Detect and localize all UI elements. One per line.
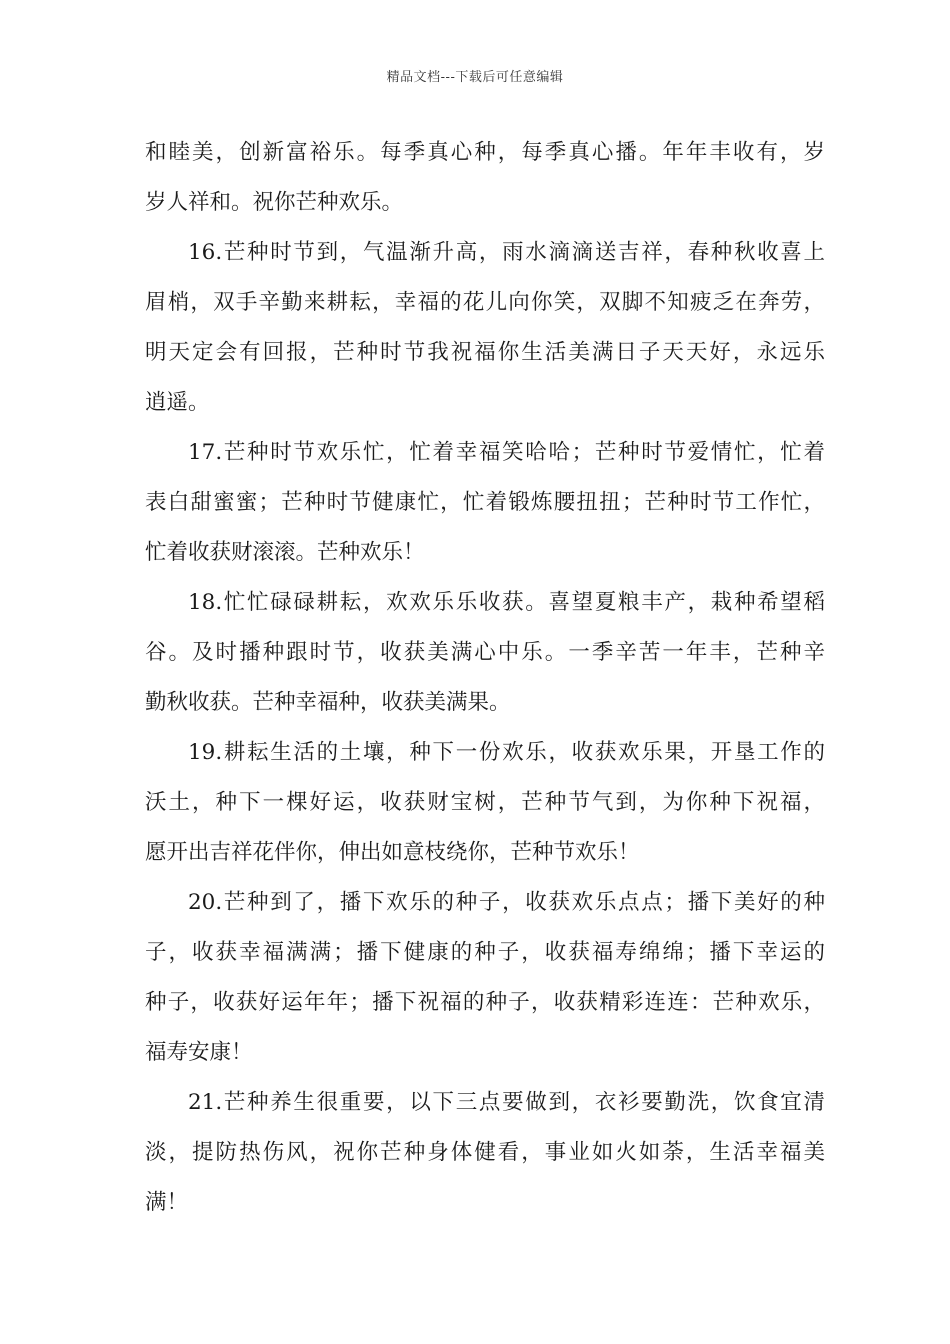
text-line: 20.芒种到了，播下欢乐的种子，收获欢乐点点；播下美好的种 [188, 890, 825, 915]
paragraph [145, 578, 825, 728]
text-line: 谷。及时播种跟时节，收获美满心中乐。一季辛苦一年丰，芒种辛 [145, 640, 825, 665]
text-line: 眉梢，双手辛勤来耕耘，幸福的花儿向你笑，双脚不知疲乏在奔劳， [145, 290, 825, 315]
text-line: 勤秋收获。芒种幸福种，收获美满果。 [145, 690, 511, 715]
text-line: 19.耕耘生活的土壤，种下一份欢乐，收获欢乐果，开垦工作的 [188, 740, 825, 765]
text-line: 17.芒种时节欢乐忙，忙着幸福笑哈哈；芒种时节爱情忙，忙着 [188, 440, 825, 465]
paragraph [145, 878, 825, 1078]
paragraph [145, 728, 825, 878]
text-line: 沃土，种下一棵好运，收获财宝树，芒种节气到，为你种下祝福， [145, 790, 825, 815]
text-line: 16.芒种时节到，气温渐升高，雨水滴滴送吉祥，春种秋收喜上 [188, 240, 825, 265]
document-body [145, 128, 825, 1228]
text-line: 岁人祥和。祝你芒种欢乐。 [145, 190, 404, 215]
paragraph [145, 228, 825, 428]
text-line: 福寿安康！ [145, 1040, 253, 1065]
text-line: 满！ [145, 1190, 189, 1215]
text-line: 子，收获幸福满满；播下健康的种子，收获福寿绵绵；播下幸运的 [145, 940, 825, 965]
text-line: 和睦美，创新富裕乐。每季真心种，每季真心播。年年丰收有，岁 [145, 140, 825, 165]
text-line: 表白甜蜜蜜；芒种时节健康忙，忙着锻炼腰扭扭；芒种时节工作忙， [145, 490, 825, 515]
text-line: 明天定会有回报，芒种时节我祝福你生活美满日子天天好，永远乐 [145, 340, 825, 365]
text-line: 种子，收获好运年年；播下祝福的种子，收获精彩连连：芒种欢乐， [145, 990, 825, 1015]
text-line: 忙着收获财滚滚。芒种欢乐！ [145, 540, 425, 565]
page-header: 精品文档---下载后可任意编辑 [386, 70, 564, 85]
paragraph [145, 428, 825, 578]
text-line: 逍遥。 [145, 390, 210, 415]
paragraph [145, 128, 825, 228]
text-line: 愿开出吉祥花伴你，伸出如意枝绕你，芒种节欢乐！ [145, 840, 640, 865]
text-line: 淡，提防热伤风，祝你芒种身体健看，事业如火如荼，生活幸福美 [145, 1140, 825, 1165]
paragraph [145, 1078, 825, 1228]
text-line: 18.忙忙碌碌耕耘，欢欢乐乐收获。喜望夏粮丰产，栽种希望稻 [188, 590, 825, 615]
text-line: 21.芒种养生很重要，以下三点要做到，衣衫要勤洗，饮食宜清 [188, 1090, 825, 1115]
